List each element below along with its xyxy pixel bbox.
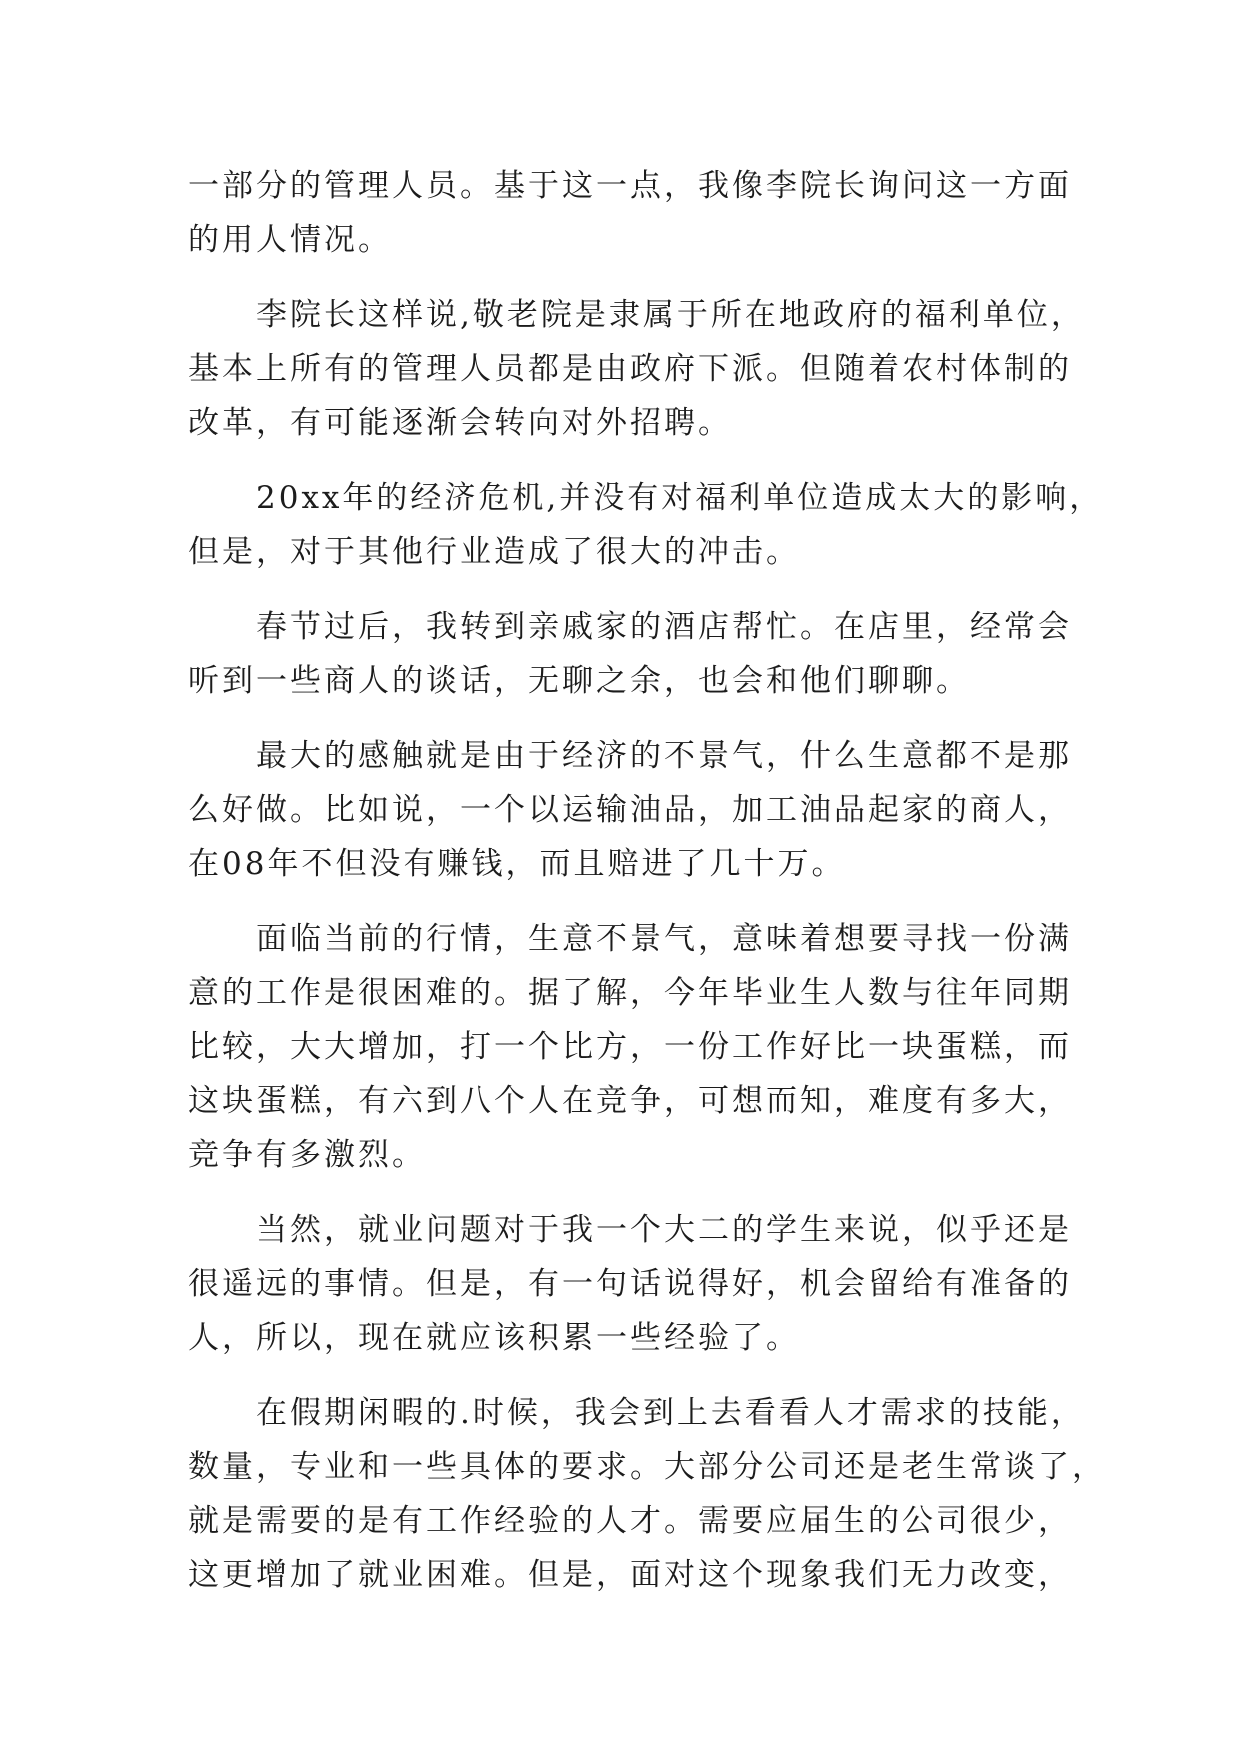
text-line: 么好做。比如说，一个以运输油品，加工油品起家的商人，: [188, 792, 1072, 828]
text-line: 人，所以，现在就应该积累一些经验了。: [188, 1320, 800, 1356]
text-line: 在08年不但没有赚钱，而且赔进了几十万。: [188, 846, 846, 882]
text-line: 很遥远的事情。但是，有一句话说得好，机会留给有准备的: [188, 1266, 1072, 1302]
paragraph-first-line: 在假期闲暇的.时候，我会到上去看看人才需求的技能，: [256, 1395, 1085, 1431]
paragraph-first-line: 李院长这样说,敬老院是隶属于所在地政府的福利单位，: [256, 297, 1085, 333]
text-line: 听到一些商人的谈话，无聊之余，也会和他们聊聊。: [188, 663, 970, 699]
text-line: 基本上所有的管理人员都是由政府下派。但随着农村体制的: [188, 351, 1072, 387]
text-line: 比较，大大增加，打一个比方，一份工作好比一块蛋糕，而: [188, 1029, 1072, 1065]
body-text: [188, 159, 1106, 1602]
paragraph-first-line: 春节过后，我转到亲戚家的酒店帮忙。在店里，经常会: [256, 609, 1072, 645]
text-line: 这更增加了就业困难。但是，面对这个现象我们无力改变，: [188, 1557, 1072, 1593]
text-line: 但是，对于其他行业造成了很大的冲击。: [188, 534, 800, 570]
paragraph-first-line: 最大的感触就是由于经济的不景气，什么生意都不是那: [256, 738, 1072, 774]
text-line: 改革，有可能逐渐会转向对外招聘。: [188, 405, 732, 441]
paragraph-first-line: 面临当前的行情，生意不景气，意味着想要寻找一份满: [256, 921, 1072, 957]
text-line: 数量，专业和一些具体的要求。大部分公司还是老生常谈了，: [188, 1449, 1106, 1485]
text-line: 的用人情况。: [188, 222, 392, 258]
paragraph-first-line: 20xx年的经济危机,并没有对福利单位造成太大的影响，: [256, 480, 1104, 516]
text-line: 意的工作是很困难的。据了解，今年毕业生人数与往年同期: [188, 975, 1072, 1011]
text-line: 竞争有多激烈。: [188, 1137, 426, 1173]
paragraph-first-line: 当然，就业问题对于我一个大二的学生来说，似乎还是: [256, 1212, 1072, 1248]
text-line: 这块蛋糕，有六到八个人在竞争，可想而知，难度有多大，: [188, 1083, 1072, 1119]
text-line: 一部分的管理人员。基于这一点，我像李院长询问这一方面: [188, 168, 1072, 204]
text-line: 就是需要的是有工作经验的人才。需要应届生的公司很少，: [188, 1503, 1072, 1539]
